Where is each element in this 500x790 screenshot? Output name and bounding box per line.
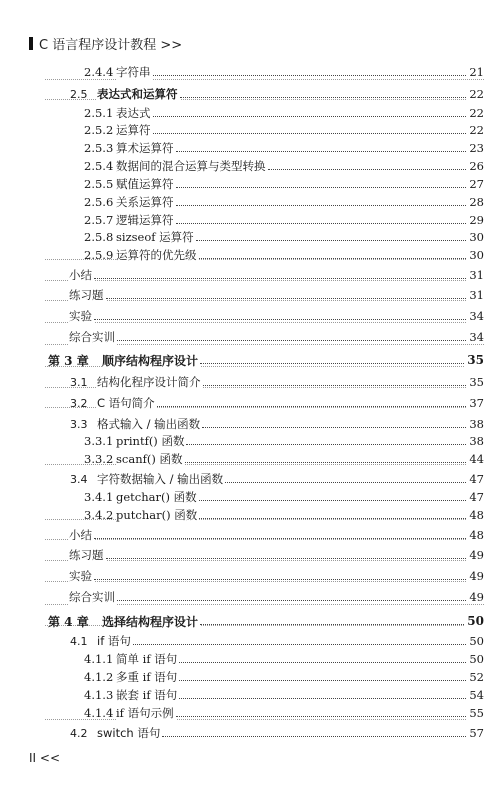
toc-entry-number: 2.5.3: [84, 141, 114, 155]
toc-entry[interactable]: [0, 353, 500, 367]
toc-entry[interactable]: [0, 87, 500, 101]
toc-entry[interactable]: [0, 472, 500, 486]
toc-entry-page: 22: [469, 123, 484, 137]
toc-entry-page: 27: [469, 177, 484, 191]
toc-entry-title: printf() 函数: [116, 434, 185, 448]
toc-entry-page: 29: [469, 213, 484, 227]
toc-entry-page: 47: [469, 472, 484, 486]
dot-leader: [179, 661, 482, 663]
dot-leader: [157, 405, 482, 407]
toc-entry-page: 55: [469, 706, 484, 720]
dot-leader: [186, 443, 482, 445]
toc-entry[interactable]: [0, 106, 500, 120]
toc-entry-title: sizseof 运算符: [116, 230, 194, 244]
toc-entry[interactable]: [0, 65, 500, 79]
dot-leader: [94, 318, 482, 320]
toc-entry-number: 3.3.2: [84, 452, 114, 466]
dot-leader: [153, 74, 482, 76]
toc-entry[interactable]: [0, 548, 500, 562]
toc-entry-page: 57: [469, 726, 484, 740]
toc-entry-page: 26: [469, 159, 484, 173]
toc-entry[interactable]: [0, 375, 500, 389]
toc-entry[interactable]: [0, 508, 500, 522]
toc-entry-page: 49: [469, 590, 484, 604]
toc-entry-title: 综合实训: [69, 330, 115, 344]
toc-entry-number: 3.3: [70, 417, 88, 431]
dot-leader: [196, 239, 482, 241]
toc-entry-page: 48: [469, 508, 484, 522]
toc-entry-page: 31: [469, 288, 484, 302]
toc-entry-title: 综合实训: [69, 590, 115, 604]
toc-entry[interactable]: [0, 396, 500, 410]
dot-leader: [176, 150, 482, 152]
toc-entry-number: 4.1.3: [84, 688, 114, 702]
row-divider: [45, 79, 484, 80]
toc-entry[interactable]: [0, 726, 500, 740]
toc-entry-title: 逻辑运算符: [116, 213, 174, 227]
toc-entry-number: 2.5.8: [84, 230, 114, 244]
toc-entry-number: 2.5.1: [84, 106, 114, 120]
toc-entry-title: 表达式和运算符: [97, 87, 178, 101]
toc-entry[interactable]: [0, 417, 500, 431]
toc-entry-number: 3.1: [70, 375, 88, 389]
dot-leader: [202, 426, 482, 428]
toc-entry-page: 50: [469, 652, 484, 666]
dot-leader: [185, 461, 482, 463]
dot-leader: [94, 277, 482, 279]
dot-leader: [268, 168, 482, 170]
toc-entry-title: 表达式: [116, 106, 151, 120]
toc-entry-title: 小结: [69, 268, 92, 282]
toc-entry-number: 4.1.1: [84, 652, 114, 666]
dot-leader: [106, 297, 482, 299]
toc-entry-page: 34: [469, 330, 484, 344]
toc-entry-title: 字符数据输入 / 输出函数: [97, 472, 224, 486]
toc-entry-page: 50: [467, 614, 484, 628]
toc-entry[interactable]: [0, 634, 500, 648]
toc-entry-page: 28: [469, 195, 484, 209]
toc-entry[interactable]: [0, 652, 500, 666]
dot-leader: [179, 679, 482, 681]
toc-entry-title: 格式输入 / 输出函数: [97, 417, 201, 431]
toc-entry-page: 38: [469, 417, 484, 431]
toc-entry[interactable]: [0, 248, 500, 262]
dot-leader: [176, 222, 482, 224]
toc-entry-title: 简单 if 语句: [116, 652, 178, 666]
toc-entry-page: 31: [469, 268, 484, 282]
toc-entry-title: getchar() 函数: [116, 490, 197, 504]
toc-entry-title: 算术运算符: [116, 141, 174, 155]
toc-entry-title: 练习题: [69, 288, 104, 302]
toc-entry-page: 37: [469, 396, 484, 410]
toc-entry-page: 30: [469, 230, 484, 244]
toc-entry-number: 3.3.1: [84, 434, 114, 448]
toc-entry-title: 字符串: [116, 65, 151, 79]
toc-entry-page: 34: [469, 309, 484, 323]
toc-entry-number: 第 3 章: [48, 353, 89, 368]
toc-entry-title: 运算符的优先级: [116, 248, 197, 262]
toc-entry-page: 23: [469, 141, 484, 155]
toc-entry[interactable]: [0, 330, 500, 344]
toc-entry[interactable]: [0, 706, 500, 720]
toc-entry-title: 顺序结构程序设计: [102, 353, 199, 368]
toc-entry[interactable]: [0, 688, 500, 702]
dot-leader: [199, 517, 482, 519]
toc-entry-page: 30: [469, 248, 484, 262]
toc-entry[interactable]: [0, 159, 500, 173]
toc-entry-page: 52: [469, 670, 484, 684]
dot-leader: [117, 599, 482, 601]
dot-leader: [162, 735, 482, 737]
page-footer: II <<: [29, 751, 61, 765]
dot-leader: [117, 339, 482, 341]
toc-entry[interactable]: [0, 268, 500, 282]
toc-entry-number: 2.5.2: [84, 123, 114, 137]
toc-entry[interactable]: [0, 230, 500, 244]
dot-leader: [179, 697, 482, 699]
dot-leader: [153, 132, 482, 134]
toc-entry-page: 35: [469, 375, 484, 389]
toc-entry-number: 2.5.9: [84, 248, 114, 262]
toc-entry[interactable]: [0, 213, 500, 227]
toc-entry-title: 小结: [69, 528, 92, 542]
toc-entry-number: 2.5.5: [84, 177, 114, 191]
toc-entry-page: 21: [469, 65, 484, 79]
dot-leader: [203, 384, 482, 386]
toc-entry-page: 22: [469, 87, 484, 101]
toc-entry[interactable]: [0, 177, 500, 191]
toc-entry-title: 实验: [69, 569, 92, 583]
dot-leader: [199, 499, 482, 501]
dot-leader: [153, 115, 482, 117]
toc-entry-title: 数据间的混合运算与类型转换: [116, 159, 266, 173]
toc-entry-title: 赋值运算符: [116, 177, 174, 191]
toc-entry[interactable]: [0, 434, 500, 448]
toc-entry-number: 4.1.2: [84, 670, 114, 684]
dot-leader: [199, 257, 482, 259]
dot-leader: [176, 715, 482, 717]
toc-entry[interactable]: [0, 670, 500, 684]
dot-leader: [176, 204, 482, 206]
dot-leader: [133, 643, 482, 645]
toc-entry-number: 3.4: [70, 472, 88, 486]
toc-entry-page: 47: [469, 490, 484, 504]
toc-entry-title: 多重 if 语句: [116, 670, 178, 684]
toc-entry-title: if 语句: [97, 634, 131, 648]
dot-leader: [180, 96, 482, 98]
toc-entry-title: 选择结构程序设计: [102, 614, 199, 629]
dot-leader: [200, 362, 482, 364]
toc-entry-number: 3.4.1: [84, 490, 114, 504]
toc-entry-page: 44: [469, 452, 484, 466]
dot-leader: [200, 623, 482, 625]
toc-entry-title: scanf() 函数: [116, 452, 183, 466]
toc-entry-page: 35: [467, 353, 484, 367]
dot-leader: [94, 537, 482, 539]
toc-entry[interactable]: [0, 141, 500, 155]
toc-entry[interactable]: [0, 528, 500, 542]
toc-entry-page: 49: [469, 548, 484, 562]
toc-entry-number: 第 4 章: [48, 614, 89, 629]
toc-entry-page: 54: [469, 688, 484, 702]
toc-entry-title: if 语句示例: [116, 706, 174, 720]
toc-entry-title: C 语句简介: [97, 396, 155, 410]
dot-leader: [94, 578, 482, 580]
toc-entry[interactable]: [0, 490, 500, 504]
toc-entry-page: 22: [469, 106, 484, 120]
toc-entry[interactable]: [0, 195, 500, 209]
toc-entry-number: 2.4.4: [84, 65, 114, 79]
toc-entry-number: 4.2: [70, 726, 88, 740]
dot-leader: [176, 186, 482, 188]
toc-entry-number: 3.2: [70, 396, 88, 410]
toc-entry-page: 48: [469, 528, 484, 542]
toc-entry[interactable]: [0, 590, 500, 604]
toc-entry-number: 2.5.4: [84, 159, 114, 173]
toc-entry-number: 2.5.7: [84, 213, 114, 227]
toc-entry-page: 49: [469, 569, 484, 583]
toc-entry-title: 结构化程序设计简介: [97, 375, 201, 389]
toc-entry-title: putchar() 函数: [116, 508, 198, 522]
toc-entry-title: 关系运算符: [116, 195, 174, 209]
toc-entry-number: 4.1.4: [84, 706, 114, 720]
toc-entry-number: 2.5.6: [84, 195, 114, 209]
toc-entry[interactable]: [0, 288, 500, 302]
toc-entry-title: 练习题: [69, 548, 104, 562]
toc-entry[interactable]: [0, 123, 500, 137]
toc-entry-number: 4.1: [70, 634, 88, 648]
toc-entry[interactable]: [0, 614, 500, 628]
toc-entry-title: switch 语句: [97, 726, 161, 740]
header-title: C 语言程序设计教程 >>: [39, 38, 183, 53]
toc-entry-title: 实验: [69, 309, 92, 323]
toc-entry[interactable]: [0, 309, 500, 323]
toc-entry-number: 2.5: [70, 87, 88, 101]
dot-leader: [225, 481, 482, 483]
toc-entry[interactable]: [0, 569, 500, 583]
toc-entry-page: 38: [469, 434, 484, 448]
toc-entry[interactable]: [0, 452, 500, 466]
dot-leader: [106, 557, 482, 559]
toc-entry-page: 50: [469, 634, 484, 648]
toc-entry-number: 3.4.2: [84, 508, 114, 522]
toc-entry-title: 嵌套 if 语句: [116, 688, 178, 702]
toc-entry-title: 运算符: [116, 123, 151, 137]
